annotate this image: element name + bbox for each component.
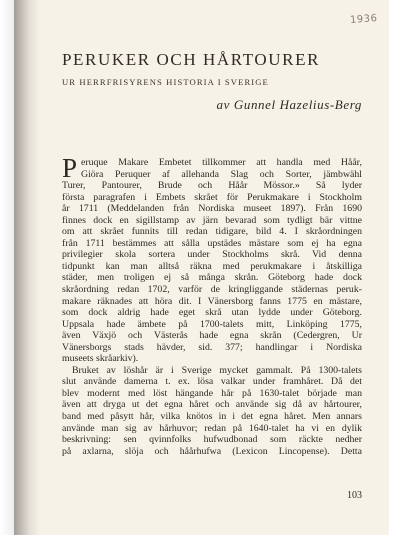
body-line: blev modernt med löst hängande hår på 1630-talet började man bbox=[62, 387, 362, 399]
body-line: band med påsytt hår, vilka knötos in i det egna håret. Men annars bbox=[62, 411, 362, 423]
article-title: PERUKER OCH HÅRTOURER bbox=[62, 50, 321, 69]
article-body bbox=[62, 153, 362, 457]
body-line: även att dryga ut det egna håret och använde sig då av hårtourer, bbox=[62, 399, 362, 411]
page-content bbox=[62, 0, 378, 535]
right-margin bbox=[389, 0, 400, 535]
body-line: skråordning redan 1702, varför de kringliggande städernas peruk- bbox=[62, 284, 362, 296]
body-line: Giöra Peruquer af allehanda Slag och Sorter, jämbwähl bbox=[81, 168, 362, 180]
body-line: beskrivning: sen qvinnfolks hufwudbonad som räckte nedher bbox=[62, 434, 362, 446]
drop-cap-letter: P bbox=[62, 153, 78, 183]
body-line: använde man sig av hårhuvor; redan på 1640-talet ha vi en dylik bbox=[62, 422, 362, 434]
body-line: Vänersborgs stads hävder, sid. 377; handlingar i Nordiska bbox=[62, 341, 362, 353]
body-line: privilegier skola sortera under Stockholms skrå. Vid denna bbox=[62, 249, 362, 261]
article-author: av Gunnel Hazelius-Berg bbox=[216, 97, 362, 112]
left-page-edge bbox=[0, 0, 14, 535]
body-line: Turer, Pantourer, Brude och Håår Mössor.» Så lyder bbox=[62, 180, 362, 192]
body-line: år 1711 (Meddelanden från Nordiska museet 1897). Från 1690 bbox=[62, 203, 362, 215]
page-number: 103 bbox=[347, 490, 362, 501]
body-line: finnes dock en sigillstamp av järn bevarad som tydligt bär vittne bbox=[62, 214, 362, 226]
body-line: Uppsala hade ämbete på 1700-talets mitt, Linköping 1775, bbox=[62, 318, 362, 330]
body-line: eruque Makare Embetet tillkommer att handla med Håår, bbox=[81, 157, 362, 168]
body-line: museets skråarkiv). bbox=[62, 353, 139, 365]
gutter-shadow bbox=[14, 0, 40, 535]
body-line: även Växjö och Västerås hade egna skrån (Cedergren, Ur bbox=[62, 330, 362, 342]
body-line: städer, men troligen ej så många skrån. Göteborg hade dock bbox=[62, 272, 362, 284]
article-subtitle: UR HERRFRISYRENS HISTORIA I SVERIGE bbox=[62, 77, 269, 87]
body-line: slut använde damerna t. ex. lösa valkar under framhåret. Då det bbox=[62, 376, 362, 388]
body-line: på axlarna, slöja och håårhufwa (Lexicon Lincopense). Detta bbox=[62, 445, 362, 457]
handwritten-year-note: 1936 bbox=[349, 13, 378, 26]
body-line: tidpunkt kan man alltså räkna med perukmakare i åtskilliga bbox=[62, 260, 362, 272]
body-line: makare räknades att höra dit. I Vänersborg fanns 1775 en mästare, bbox=[62, 295, 362, 307]
body-line: om att skrået funnits till redan tidigare, bild 4. I skråordningen bbox=[62, 226, 362, 238]
body-line: från 1711 bestämmes att sålla upstädes mästare som ej ha egna bbox=[62, 237, 362, 249]
body-line: som dock aldrig hade eget skrå utan lydde under Göteborg. bbox=[62, 307, 362, 319]
body-line: Bruket av löshår är i Sverige mycket gammalt. På 1300-talets bbox=[72, 364, 362, 376]
body-line: första paragrafen i Embets skrået för Perukmakare i Stockholm bbox=[62, 191, 362, 203]
